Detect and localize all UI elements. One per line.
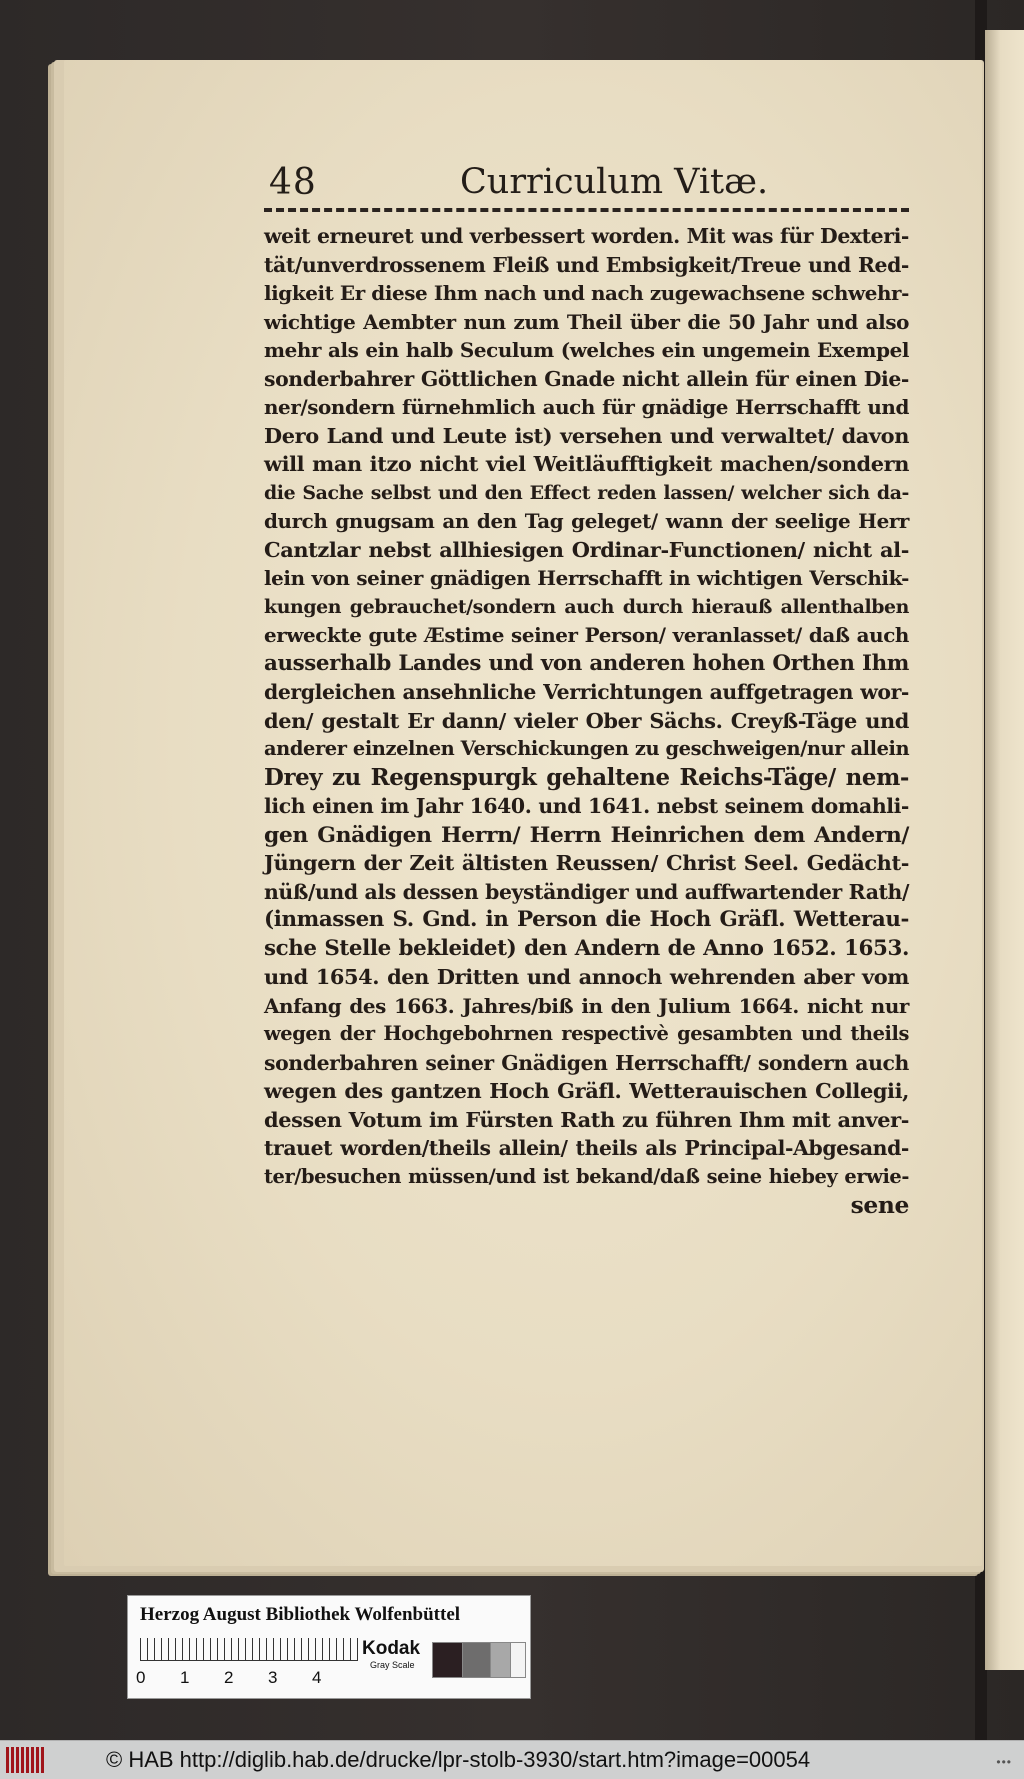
- text-line: anderer einzelnen Verschickungen zu geschweigen/nur allein: [264, 737, 910, 760]
- text-line: (inmassen S. Gnd. in Person die Hoch Gräfl. Wetterau-: [264, 907, 909, 932]
- text-line: gen Gnädigen Herrn/ Herrn Heinrichen dem Andern/: [264, 821, 909, 848]
- body-text: [264, 222, 976, 1220]
- more-options-icon[interactable]: •••: [996, 1755, 1012, 1769]
- text-line: dessen Votum im Fürsten Rath zu führen Ihm mit anver-: [264, 1106, 909, 1132]
- text-line: mehr als ein halb Seculum (welches ein ungemein Exempel: [264, 338, 909, 362]
- footer-bar: [0, 1740, 1024, 1779]
- footer-copyright-link[interactable]: © HAB http://diglib.hab.de/drucke/lpr-stolb-3930/start.htm?image=00054: [106, 1747, 811, 1772]
- text-line: weit erneuret und verbessert worden. Mit was für Dexteri-: [264, 224, 909, 248]
- text-line: lein von seiner gnädigen Herrschafft in wichtigen Verschik-: [264, 566, 909, 590]
- ruler-number: 0: [136, 1668, 146, 1687]
- text-line: wichtige Aembter nun zum Theil über die 50 Jahr und also: [264, 309, 909, 334]
- text-line: Drey zu Regenspurgk gehaltene Reichs-Täge/ nem-: [264, 763, 909, 791]
- card-title: Herzog August Bibliothek Wolfenbüttel: [140, 1604, 461, 1625]
- gray-patch-dark: [462, 1642, 492, 1678]
- text-line: Cantzlar nebst allhiesigen Ordinar-Functionen/ nicht al-: [264, 536, 909, 562]
- hab-logo-icon: [6, 1747, 46, 1773]
- running-head: [264, 158, 976, 204]
- text-line: tät/unverdrossenem Fleiß und Embsigkeit/Treue und Red-: [264, 252, 909, 277]
- text-line: Dero Land und Leute ist) versehen und verwaltet/ davon: [264, 422, 909, 448]
- text-line: trauet worden/theils allein/ theils als Principal-Abgesand-: [264, 1136, 909, 1160]
- text-line: erweckte gute Æstime seiner Person/ veranlasset/ daß auch: [264, 623, 909, 647]
- text-line: ausserhalb Landes und von anderen hohen Orthen Ihm: [264, 650, 909, 676]
- text-line: durch gnugsam an den Tag geleget/ wann der seelige Herr: [264, 509, 909, 533]
- page-number: 48: [269, 162, 317, 203]
- text-line: die Sache selbst und den Effect reden lassen/ welcher sich da-: [264, 481, 909, 504]
- text-line: ter/besuchen müssen/und ist bekand/daß seine hiebey erwie-: [264, 1164, 909, 1188]
- text-line: will man itzo nicht viel Weitläufftigkeit machen/sondern: [264, 451, 909, 476]
- ruler-number: 3: [268, 1668, 278, 1687]
- ruler-number: 1: [180, 1668, 190, 1687]
- text-line: sche Stelle bekleidet) den Andern de Anno 1652. 1653.: [264, 935, 909, 961]
- text-line: dergleichen ansehnliche Verrichtungen auffgetragen wor-: [264, 680, 909, 704]
- text-line: sene: [850, 1191, 909, 1219]
- text-line: den/ gestalt Er dann/ vieler Ober Sächs. Creyß-Täge und: [264, 707, 909, 733]
- color-calibration-card: [127, 1595, 531, 1699]
- ruler-scale: [140, 1638, 358, 1661]
- text-line: und 1654. den Dritten und annoch wehrenden aber vom: [264, 964, 909, 989]
- text-line: ner/sondern fürnehmlich auch für gnädige Herrschafft und: [264, 395, 909, 419]
- text-line: wegen des gantzen Hoch Gräfl. Wetterauischen Collegii,: [264, 1078, 909, 1103]
- head-rule: [264, 208, 909, 212]
- text-line: wegen der Hochgebohrnen respectivè gesambten und theils: [264, 1022, 909, 1045]
- text-line: kungen gebrauchet/sondern auch durch hierauß allenthalben: [264, 595, 909, 618]
- ruler-number: 2: [224, 1668, 234, 1687]
- kodak-subtitle: Gray Scale: [370, 1660, 415, 1670]
- gray-patch-white: [510, 1642, 526, 1678]
- ruler-number: 4: [312, 1668, 322, 1687]
- page-text-block: [264, 158, 976, 1220]
- book-page: [64, 60, 982, 1566]
- text-line: nüß/und als dessen beyständiger und auffwartender Rath/: [264, 879, 909, 904]
- gray-patch-black: [432, 1642, 464, 1678]
- kodak-logo: Kodak: [362, 1638, 421, 1659]
- running-title: Curriculum Vitæ.: [460, 162, 769, 202]
- gray-patch-mid: [490, 1642, 512, 1678]
- text-line: lich einen im Jahr 1640. und 1641. nebst seinem domahli-: [264, 794, 909, 818]
- next-page-edge: [985, 30, 1024, 1670]
- text-line: Jüngern der Zeit ältisten Reussen/ Christ Seel. Gedächt-: [264, 850, 909, 875]
- text-line: sonderbahrer Göttlichen Gnade nicht allein für einen Die-: [264, 366, 909, 391]
- text-line: sonderbahren seiner Gnädigen Herrschafft/ sondern auch: [264, 1050, 909, 1075]
- text-line: ligkeit Er diese Ihm nach und nach zugewachsene schwehr-: [264, 281, 909, 305]
- text-line: Anfang des 1663. Jahres/biß in den Julium 1664. nicht nur: [264, 993, 909, 1018]
